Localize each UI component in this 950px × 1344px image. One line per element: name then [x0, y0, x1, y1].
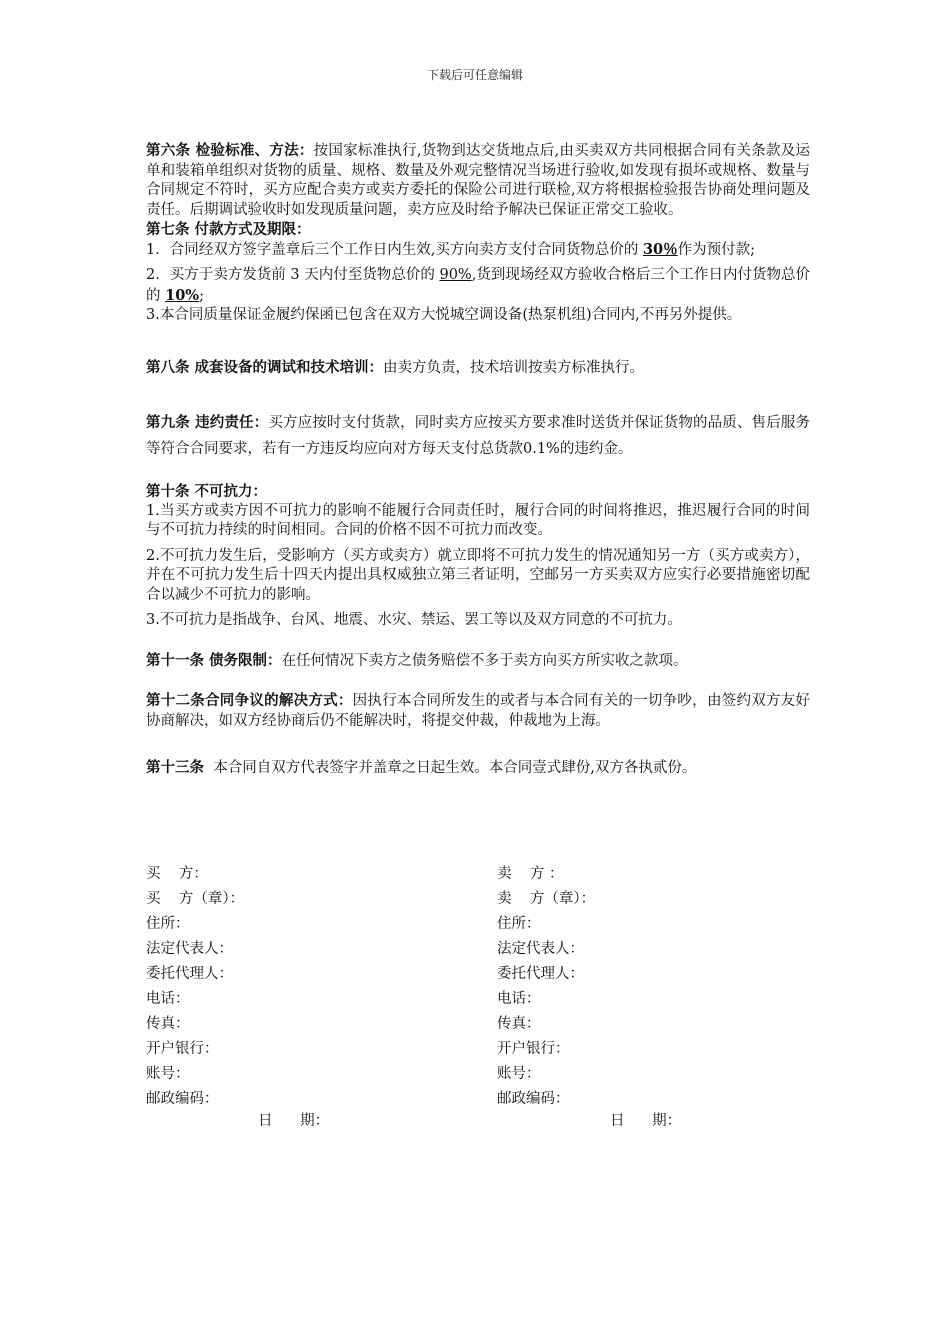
seller-agent-label: 委托代理人： [497, 966, 584, 982]
seller-account-label: 账号： [497, 1066, 541, 1082]
article-9-title: 第九条 违约责任： [146, 414, 269, 431]
article-13-title: 第十三条 [146, 759, 204, 776]
article-7-item-2 [146, 266, 810, 306]
buyer-signature-block [146, 862, 244, 1112]
article-11-text: 在任何情况下卖方之债务赔偿不多于卖方向买方所实收之款项。 [281, 652, 688, 669]
article-8-title: 第八条 成套设备的调试和技术培训： [146, 358, 384, 376]
article-7-item-2-pre: 2．买方于卖方发货前 3 天内付至货物总价的 [146, 267, 440, 283]
article-10-item-2: 2.不可抗力发生后，受影响方（买方或卖方）就立即将不可抗力发生的情况通知另一方（买方或卖方），并在不可抗力发生后十四天内提出具权威独立第三者证明，空邮另一方买卖双方应实行必要措施密切配合以减少不可抗力的影响。 [146, 547, 810, 603]
final-payment-percent: 10% [165, 286, 200, 304]
article-12 [146, 691, 810, 731]
buyer-account-label: 账号： [146, 1066, 190, 1082]
article-8-text: 由卖方负责，技术培训按卖方标准执行。 [383, 359, 645, 376]
article-13 [146, 758, 810, 779]
article-7-title: 第七条 付款方式及期限： [146, 221, 311, 238]
article-9-text: 买方应按时支付货款，同时卖方应按买方要求准时送货并保证货物的品质、售后服务等符合合同要求，若有一方违反均应向对方每天支付总货款0.1%的违约金。 [146, 415, 810, 457]
seller-signature-block [497, 862, 595, 1112]
article-7-item-2-post: ; [199, 287, 204, 304]
delivery-payment-percent: 90% [439, 267, 472, 283]
buyer-phone-label: 电话： [146, 991, 190, 1007]
seller-postcode-label: 邮政编码： [497, 1091, 570, 1107]
seller-seal-label: 卖 方（章）： [497, 891, 596, 907]
article-11 [146, 651, 810, 672]
buyer-date-label: 日 期： [258, 1113, 330, 1129]
buyer-agent-label: 委托代理人： [146, 966, 233, 982]
article-10-item-1: 1.当买方或卖方因不可抗力的影响不能履行合同责任时，履行合同的时间将推迟，推迟履行合同的时间与不可抗力持续的时间相同。合同的价格不因不可抗力而改变。 [146, 502, 810, 538]
prepayment-percent: 30％ [642, 240, 678, 258]
article-6 [146, 141, 810, 220]
article-7-item-2-mid: ,货到现场经双方验收合格后三个工作日内付货物总价的 [146, 267, 811, 304]
seller-fax-label: 传真： [497, 1016, 541, 1032]
article-7-item-3: 3.本合同质量保证金履约保函已包含在双方大悦城空调设备(热泵机组)合同内,不再另外提供。 [146, 307, 742, 323]
article-10-item-3: 3.不可抗力是指战争、台风、地震、水灾、禁运、罢工等以及双方同意的不可抗力。 [146, 612, 682, 628]
buyer-legal-rep-label: 法定代表人： [146, 941, 233, 957]
article-13-text: 本合同自双方代表签字并盖章之日起生效。本合同壹式肆份,双方各执贰份。 [204, 760, 697, 776]
article-12-title: 第十二条合同争议的解决方式： [146, 692, 353, 709]
article-6-text: 按国家标准执行,货物到达交货地点后,由买卖双方共同根据合同有关条款及运单和装箱单组织对货物的质量、规格、数量及外观完整情况当场进行验收,如发现有损坏或规格、数量与合同规定不符时，买方应配合卖方或卖方委托的保险公司进行联检,双方将根据检验报告协商处理问题及责任。后期调试验收时如发现质量问题，卖方应及时给予解决已保证正常交工验收。 [146, 143, 810, 218]
article-12-text: 因执行本合同所发生的或者与本合同有关的一切争吵，由签约双方友好协商解决，如双方经协商后仍不能解决时，将提交仲裁，仲裁地为上海。 [146, 693, 811, 729]
seller-label: 卖 方 ： [497, 866, 564, 882]
seller-phone-label: 电话： [497, 991, 541, 1007]
article-6-title: 第六条 检验标准、方法： [146, 142, 314, 159]
seller-bank-label: 开户银行： [497, 1041, 570, 1057]
seller-legal-rep-label: 法定代表人： [497, 941, 584, 957]
buyer-label: 买 方： [146, 866, 208, 882]
buyer-postcode-label: 邮政编码： [146, 1091, 219, 1107]
seller-date-label: 日 期： [610, 1113, 682, 1129]
buyer-fax-label: 传真： [146, 1016, 190, 1032]
buyer-bank-label: 开户银行： [146, 1041, 219, 1057]
article-11-title: 第十一条 债务限制： [146, 651, 282, 669]
contract-body [146, 141, 810, 779]
buyer-seal-label: 买 方（章）： [146, 891, 245, 907]
article-7-item-1-pre: 1．合同经双方签字盖章后三个工作日内生效,买方向卖方支付合同货物总价的 [146, 241, 643, 258]
buyer-address-label: 住所： [146, 916, 190, 932]
article-7-item-1 [146, 240, 810, 261]
article-7-item-1-post: 作为预付款; [677, 241, 756, 258]
article-9 [146, 410, 810, 462]
article-10-title: 第十条 不可抗力： [146, 483, 268, 500]
seller-address-label: 住所： [497, 916, 541, 932]
article-8 [146, 358, 810, 379]
page-header-note: 下载后可任意编辑 [426, 68, 523, 82]
